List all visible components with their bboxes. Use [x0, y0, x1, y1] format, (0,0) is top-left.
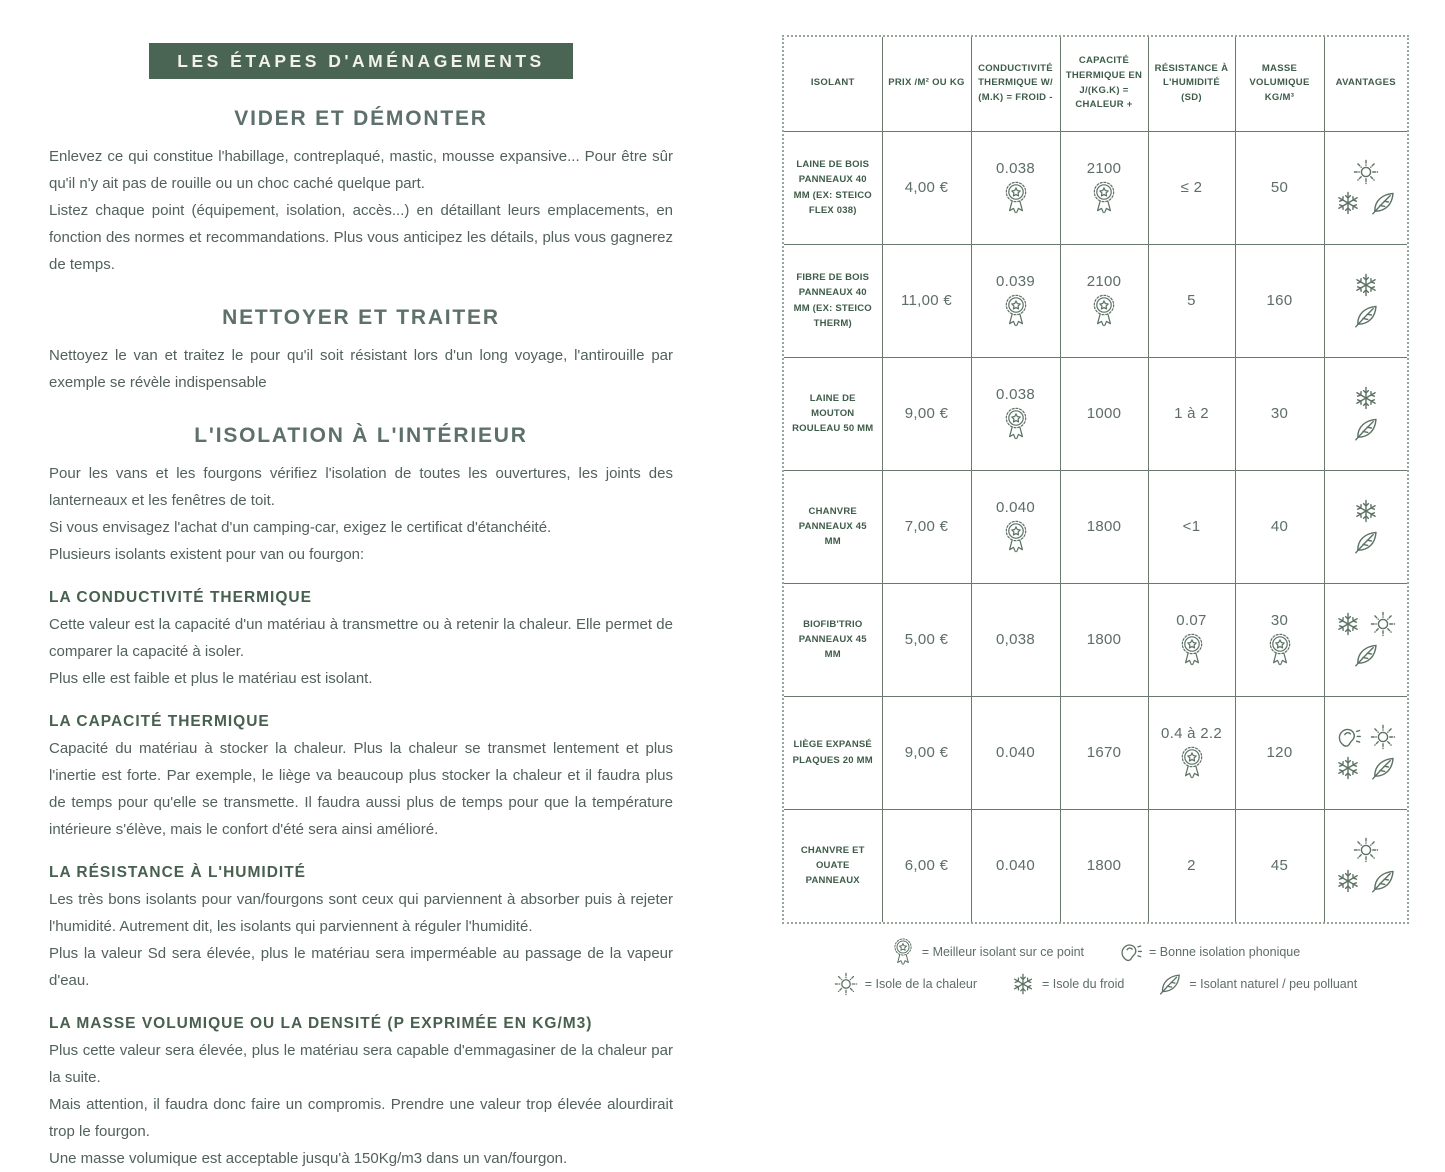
leaf-icon [1370, 868, 1396, 894]
legend-label: = Bonne isolation phonique [1149, 945, 1301, 959]
leaf-icon [1353, 529, 1379, 555]
legend-item-snowflake [1011, 972, 1124, 996]
paragraph: Pour les vans et les fourgons vérifiez l'isolation de toutes les ouvertures, les joints des lanterneaux et les fenêtres de toit. [49, 465, 673, 509]
isolant-cell: LIÈGE EXPANSÉ PLAQUES 20 MM [784, 696, 882, 809]
conductivite-cell: 0,038 [971, 583, 1060, 696]
masse-cell: 30 [1235, 357, 1324, 470]
legend-label: = Isole du froid [1042, 977, 1125, 991]
table-row [784, 809, 1407, 922]
section-heading-vider: VIDER ET DÉMONTER [234, 107, 488, 130]
table-row [784, 131, 1407, 244]
leaf-icon [1158, 972, 1182, 996]
table-header-row [784, 37, 1407, 131]
medal-icon [1266, 632, 1294, 668]
legend-item-sun [834, 972, 977, 996]
snowflake-icon [1335, 190, 1361, 216]
masse-cell [1235, 583, 1324, 696]
isolant-cell: LAINE DE MOUTON ROULEAU 50 MM [784, 357, 882, 470]
leaf-icon [1353, 416, 1379, 442]
conductivite-cell [971, 131, 1060, 244]
conductivite-cell [971, 357, 1060, 470]
prix-cell: 6,00 € [882, 809, 971, 922]
snowflake-icon [1353, 385, 1379, 411]
prix-cell: 5,00 € [882, 583, 971, 696]
subheading-resistance: LA RÉSISTANCE À L'HUMIDITÉ [49, 864, 307, 881]
medal-icon [1002, 180, 1030, 216]
paragraph: Nettoyez le van et traitez le pour qu'il soit résistant lors d'un long voyage, l'antirouille par exemple se révèle indispensable [49, 347, 673, 391]
paragraph: Plus elle est faible et plus le matériau est isolant. [49, 670, 373, 687]
sun-icon [1353, 837, 1379, 863]
masse-cell: 120 [1235, 696, 1324, 809]
legend-label: = Isole de la chaleur [864, 977, 978, 991]
value: 0.4 à 2.2 [1160, 724, 1223, 742]
leaf-icon [1353, 303, 1379, 329]
resistance-cell: 1 à 2 [1148, 357, 1235, 470]
capacite-cell: 1800 [1060, 470, 1148, 583]
table-row [784, 583, 1407, 696]
resistance-cell: 2 [1148, 809, 1235, 922]
header-conductivite: CONDUCTIVITÉ THERMIQUE W/ (M.K) = FROID - [971, 37, 1060, 131]
conductivite-cell: 0.040 [971, 809, 1060, 922]
insulation-comparison-table [784, 37, 1407, 922]
leaf-icon [1370, 190, 1396, 216]
resistance-cell: ≤ 2 [1148, 131, 1235, 244]
capacite-cell: 1000 [1060, 357, 1148, 470]
header-resistance: RÉSISTANCE À L'HUMIDITÉ (SD) [1148, 37, 1235, 131]
header-avantages: AVANTAGES [1324, 37, 1407, 131]
snowflake-icon [1353, 272, 1379, 298]
snowflake-icon [1335, 611, 1361, 637]
isolant-cell: CHANVRE PANNEAUX 45 MM [784, 470, 882, 583]
paragraph: Les très bons isolants pour van/fourgons sont ceux qui parviennent à absorber puis à rejeter l'humidité. Autrement dit, les isolants qui parviennent à réguler l'humidité. [49, 891, 673, 935]
capacite-cell: 1800 [1060, 583, 1148, 696]
section-heading-nettoyer: NETTOYER ET TRAITER [222, 306, 500, 329]
isolant-cell: BIOFIB'TRIO PANNEAUX 45 MM [784, 583, 882, 696]
legend-label: = Meilleur isolant sur ce point [921, 945, 1085, 959]
medal-icon [1090, 293, 1118, 329]
insulation-table-frame [782, 35, 1409, 924]
paragraph: Enlevez ce qui constitue l'habillage, contreplaqué, mastic, mousse expansive... Pour être sûr qu'il n'y ait pas de rouille ou un choc caché quelque part. [49, 148, 673, 192]
table-row [784, 357, 1407, 470]
page-title-banner: LES ÉTAPES D'AMÉNAGEMENTS [149, 43, 572, 79]
sun-icon [834, 972, 858, 996]
isolant-cell: LAINE DE BOIS PANNEAUX 40 MM (EX: STEICO FLEX 038) [784, 131, 882, 244]
avantages-cell [1324, 809, 1407, 922]
resistance-cell: 5 [1148, 244, 1235, 357]
table-row [784, 696, 1407, 809]
sun-icon [1370, 611, 1396, 637]
isolant-cell: FIBRE DE BOIS PANNEAUX 40 MM (EX: STEICO THERM) [784, 244, 882, 357]
paragraph: Plus la valeur Sd sera élevée, plus le matériau sera imperméable au passage de la vapeur d'eau. [49, 945, 673, 989]
medal-icon [1090, 180, 1118, 216]
paragraph: Une masse volumique est acceptable jusqu'à 150Kg/m3 dans un van/fourgon. [49, 1150, 568, 1167]
avantages-cell [1324, 131, 1407, 244]
paragraph: Mais attention, il faudra donc faire un compromis. Prendre une valeur trop élevée alourdirait trop le fourgon. [49, 1096, 673, 1140]
medal-icon [1002, 406, 1030, 442]
sun-icon [1370, 724, 1396, 750]
paragraph: Plusieurs isolants existent pour van ou fourgon: [49, 546, 365, 563]
conductivite-cell [971, 470, 1060, 583]
leaf-icon [1353, 642, 1379, 668]
legend-item-medal [891, 937, 1084, 967]
prix-cell: 7,00 € [882, 470, 971, 583]
paragraph: Si vous envisagez l'achat d'un camping-car, exigez le certificat d'étanchéité. [49, 519, 552, 536]
subheading-capacite: LA CAPACITÉ THERMIQUE [49, 713, 270, 730]
value: 0.038 [995, 385, 1036, 403]
value: 30 [1270, 611, 1289, 629]
ear-icon [1335, 724, 1361, 750]
resistance-cell [1148, 696, 1235, 809]
conductivite-cell [971, 244, 1060, 357]
legend-line-1 [782, 937, 1409, 967]
medal-icon [1178, 745, 1206, 781]
snowflake-icon [1335, 755, 1361, 781]
resistance-cell [1148, 583, 1235, 696]
value: 0.07 [1176, 611, 1207, 629]
legend-item-ear [1118, 940, 1300, 964]
leaf-icon [1370, 755, 1396, 781]
header-capacite: CAPACITÉ THERMIQUE EN J/(KG.K) = CHALEUR + [1060, 37, 1148, 131]
medal-icon [891, 937, 915, 967]
value: 0.039 [995, 272, 1036, 290]
sun-icon [1353, 159, 1379, 185]
header-isolant: ISOLANT [784, 37, 882, 131]
isolant-cell: CHANVRE ET OUATE PANNEAUX [784, 809, 882, 922]
header-masse: MASSE VOLUMIQUE KG/M³ [1235, 37, 1324, 131]
masse-cell: 160 [1235, 244, 1324, 357]
snowflake-icon [1353, 498, 1379, 524]
ear-icon [1118, 940, 1142, 964]
value: 0.038 [995, 159, 1036, 177]
legend-item-leaf [1158, 972, 1357, 996]
avantages-cell [1324, 244, 1407, 357]
table-row [784, 244, 1407, 357]
medal-icon [1178, 632, 1206, 668]
right-column [782, 35, 1409, 1001]
legend-label: = Isolant naturel / peu polluant [1189, 977, 1358, 991]
masse-cell: 40 [1235, 470, 1324, 583]
value: 2100 [1086, 159, 1122, 177]
paragraph: Cette valeur est la capacité d'un matériau à transmettre ou à retenir la chaleur. Elle permet de comparer la capacité à isoler. [49, 616, 673, 660]
capacite-cell [1060, 244, 1148, 357]
subheading-conductivite: LA CONDUCTIVITÉ THERMIQUE [49, 589, 312, 606]
prix-cell: 9,00 € [882, 357, 971, 470]
masse-cell: 50 [1235, 131, 1324, 244]
capacite-cell: 1670 [1060, 696, 1148, 809]
prix-cell: 11,00 € [882, 244, 971, 357]
paragraph: Listez chaque point (équipement, isolation, accès...) en détaillant leurs emplacements, en fonction des normes et recommandations. Plus vous anticipez les détails, plus vous gagnerez de temps. [49, 202, 673, 273]
medal-icon [1002, 293, 1030, 329]
left-column [49, 0, 673, 1172]
capacite-cell [1060, 131, 1148, 244]
medal-icon [1002, 519, 1030, 555]
table-row [784, 470, 1407, 583]
legend-line-2 [782, 972, 1409, 996]
snowflake-icon [1011, 972, 1035, 996]
capacite-cell: 1800 [1060, 809, 1148, 922]
header-prix: PRIX /M² OU KG [882, 37, 971, 131]
value: 0.040 [995, 498, 1036, 516]
paragraph: Capacité du matériau à stocker la chaleur. Plus la chaleur se transmet lentement et plus l'inertie est forte. Par exemple, le liège va beaucoup plus stocker la chaleur et il faudra plus de temps pour qu'elle se transmette. Il faudra aussi plus de temps pour que la température intérieure s'élève, mais le confort d'été sera ainsi amélioré. [49, 740, 673, 838]
masse-cell: 45 [1235, 809, 1324, 922]
value: 2100 [1086, 272, 1122, 290]
subheading-masse: LA MASSE VOLUMIQUE OU LA DENSITÉ (P EXPRIMÉE EN KG/M3) [49, 1015, 593, 1032]
avantages-cell [1324, 696, 1407, 809]
resistance-cell: <1 [1148, 470, 1235, 583]
prix-cell: 4,00 € [882, 131, 971, 244]
avantages-cell [1324, 357, 1407, 470]
prix-cell: 9,00 € [882, 696, 971, 809]
snowflake-icon [1335, 868, 1361, 894]
table-legend [782, 937, 1409, 996]
section-heading-isolation: L'ISOLATION À L'INTÉRIEUR [194, 424, 528, 447]
conductivite-cell: 0.040 [971, 696, 1060, 809]
avantages-cell [1324, 583, 1407, 696]
avantages-cell [1324, 470, 1407, 583]
paragraph: Plus cette valeur sera élevée, plus le matériau sera capable d'emmagasiner de la chaleur par la suite. [49, 1042, 673, 1086]
